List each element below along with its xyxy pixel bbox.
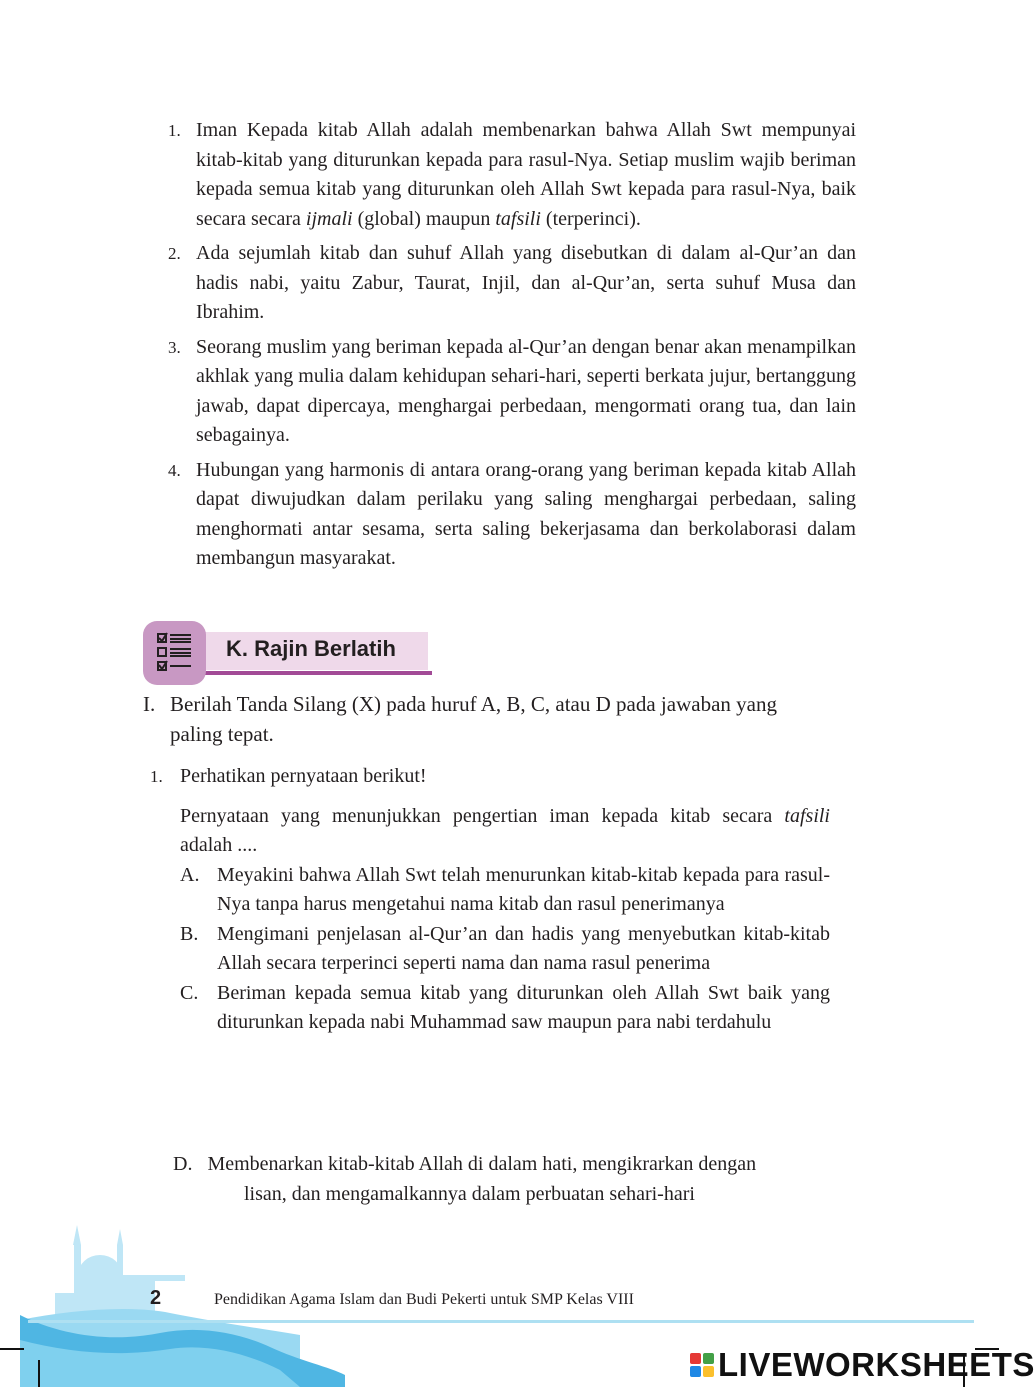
page-number: 2 (150, 1287, 162, 1309)
liveworksheets-logo-icon (690, 1353, 714, 1377)
logo-tile (690, 1353, 701, 1364)
summary-item-text: Seorang muslim yang beriman kepada al-Qur’an dengan benar akan menampilkan akhlak yang mulia dalam kehidupan sehari-hari, seperti berkata jujur, bertanggung jawab, dapat dipercaya, menghargai perbedaan, mengormati orang tua, dan lain sebagainya. (196, 335, 856, 446)
term-ijmali: ijmali (305, 207, 353, 230)
summary-item-number: 3. (168, 337, 181, 357)
section-title: K. Rajin Berlatih (226, 636, 396, 661)
summary-item-text: Hubungan yang harmonis di antara orang-orang yang beriman kepada kitab Allah dapat diwujudkan dalam perilaku yang saling menghargai perbedaan, saling menghormati antar sesama, serta saling bekerjasama dan berkolaborasi dalam membangun masyarakat. (196, 458, 856, 569)
instruction (143, 690, 833, 749)
option-letter: B. (180, 922, 199, 945)
option-d-line1 (173, 1150, 833, 1180)
liveworksheets-brand[interactable] (690, 1346, 1035, 1384)
section-header (143, 621, 433, 685)
summary-text-part: (global) maupun (352, 207, 496, 230)
term-tafsili: tafsili (495, 207, 541, 230)
instruction-text: Berilah Tanda Silang (X) pada huruf A, B, C, atau D pada jawaban yang paling tepat. (170, 692, 777, 746)
instruction-number: I. (143, 692, 156, 716)
brand-name: LIVEWORKSHEETS (718, 1346, 1035, 1383)
question-statement (180, 802, 830, 861)
option-letter: C. (180, 981, 199, 1004)
term-tafsili: tafsili (784, 804, 830, 827)
option-text: Membenarkan kitab-kitab Allah di dalam hati, mengikrarkan dengan (207, 1153, 757, 1175)
option-letter: A. (180, 863, 200, 886)
footer-line (28, 1320, 974, 1323)
question-1 (150, 762, 830, 1038)
summary-item (168, 333, 856, 451)
summary-item-number: 1. (168, 121, 181, 140)
summary-item (168, 116, 856, 234)
option-b[interactable] (180, 920, 830, 979)
option-a[interactable] (180, 861, 830, 920)
summary-list (168, 116, 856, 579)
question-prompt: Perhatikan pernyataan berikut! (180, 765, 427, 787)
section-icon-box (143, 621, 206, 685)
checklist-icon (157, 632, 193, 674)
option-text: Beriman kepada semua kitab yang diturunkan oleh Allah Swt baik yang diturunkan kepada nabi Muhammad saw maupun para nabi terdahulu (217, 981, 830, 1033)
question-prompt-row (150, 762, 830, 792)
logo-tile (690, 1366, 701, 1377)
section-underline (183, 671, 432, 675)
statement-part: Pernyataan yang menunjukkan pengertian iman kepada kitab secara (180, 804, 785, 827)
crop-mark (38, 1360, 40, 1387)
summary-item (168, 456, 856, 574)
answer-options (180, 861, 830, 1038)
option-d[interactable] (173, 1150, 833, 1209)
summary-item (168, 239, 856, 328)
logo-tile (703, 1366, 714, 1377)
option-letter: D. (173, 1153, 193, 1175)
statement-part: adalah .... (180, 834, 258, 856)
summary-item-text: Ada sejumlah kitab dan suhuf Allah yang disebutkan di dalam al-Qur’an dan hadis nabi, yaitu Zabur, Taurat, Injil, dan al-Qur’an, serta suhuf Musa dan Ibrahim. (196, 242, 856, 323)
summary-item-number: 4. (168, 460, 181, 480)
summary-item-number: 2. (168, 244, 181, 263)
option-d-line2: lisan, dan mengamalkannya dalam perbuatan sehari-hari (244, 1182, 695, 1205)
option-text: Mengimani penjelasan al-Qur’an dan hadis yang menyebutkan kitab-kitab Allah secara terperinci seperti nama dan nama rasul penerima (217, 922, 830, 974)
summary-text-part: (terperinci). (540, 207, 641, 230)
summary-item-text (196, 116, 856, 234)
footer-book-title: Pendidikan Agama Islam dan Budi Pekerti untuk SMP Kelas VIII (214, 1291, 634, 1308)
summary-text-part: Iman Kepada kitab Allah adalah membenarkan bahwa Allah Swt mempunyai kitab-kitab yang diturunkan kepada para rasul-Nya. Setiap muslim wajib beriman kepada semua kitab yang diturunkan oleh Allah Swt kepada para rasul-Nya, baik secara secara (196, 119, 856, 230)
crop-mark (0, 1348, 24, 1350)
option-c[interactable] (180, 979, 830, 1038)
logo-tile (703, 1353, 714, 1364)
option-text: Meyakini bahwa Allah Swt telah menurunkan kitab-kitab kepada para rasul-Nya tanpa harus mengetahui nama kitab dan rasul penerimanya (217, 863, 830, 915)
question-number: 1. (150, 767, 163, 786)
